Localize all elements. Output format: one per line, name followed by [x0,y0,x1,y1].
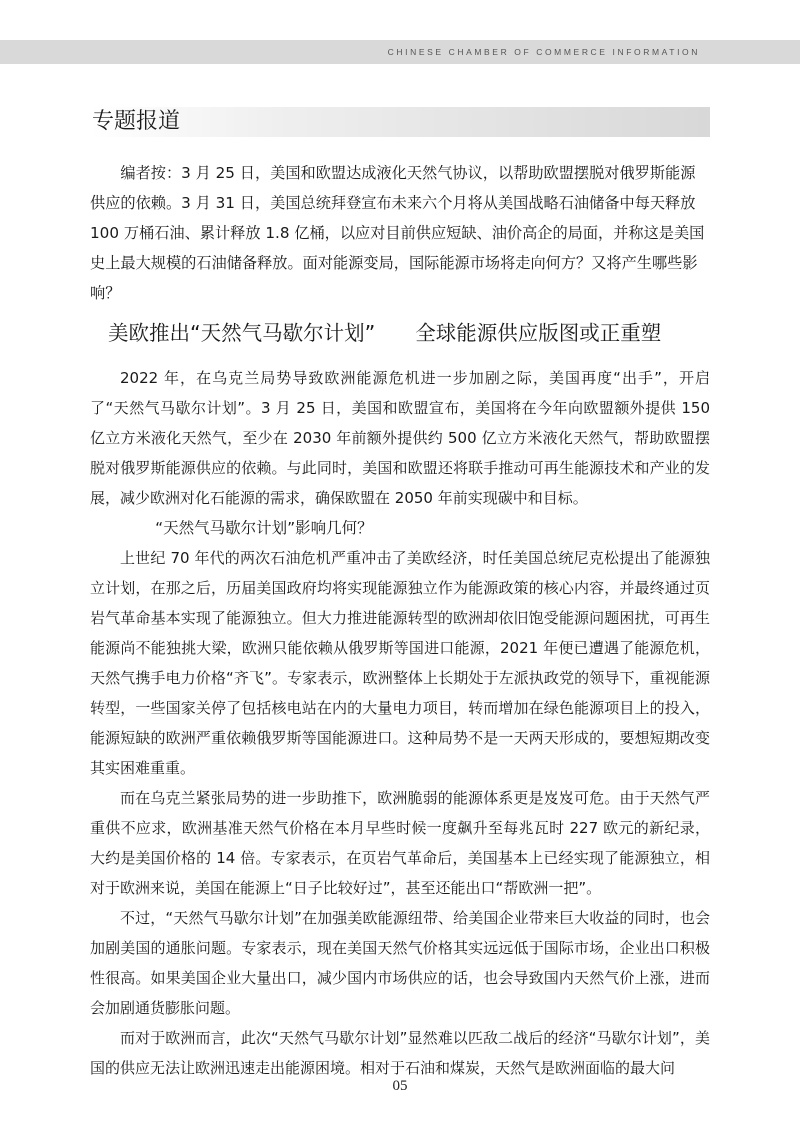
article-body [90,363,710,1083]
editor-note: 编者按：3 月 25 日，美国和欧盟达成液化天然气协议，以帮助欧盟摆脱对俄罗斯能源供应的依赖。3 月 31 日，美国总统拜登宣布未来六个月将从美国战略石油储备中每天释放 100 万桶石油、累计释放 1.8 亿桶，以应对目前供应短缺、油价高企的局面，并称这是美国史上最大规模的石油储备释放。面对能源变局，国际能源市场将走向何方？又将产生哪些影响？ [90,164,705,302]
headline-part-1: 美欧推出“天然气马歇尔计划” [108,321,376,345]
publication-name: CHINESE CHAMBER OF COMMERCE INFORMATION [387,47,700,57]
body-paragraph-1: 2022 年，在乌克兰局势导致欧洲能源危机进一步加剧之际，美国再度“出手”，开启了“天然气马歇尔计划”。3 月 25 日，美国和欧盟宣布，美国将在今年向欧盟额外提供 150 亿立方米液化天然气，至少在 2030 年前额外提供约 500 亿立方米液化天然气，帮助欧盟摆脱对俄罗斯能源供应的依赖。与此同时，美国和欧盟还将联手推动可再生能源技术和产业的发展，减少欧洲对化石能源的需求，确保欧盟在 2050 年前实现碳中和目标。 [90,369,710,507]
body-paragraph-2: 上世纪 70 年代的两次石油危机严重冲击了美欧经济，时任美国总统尼克松提出了能源独立计划，在那之后，历届美国政府均将实现能源独立作为能源政策的核心内容，并最终通过页岩气革命基本实现了能源独立。但大力推进能源转型的欧洲却依旧饱受能源问题困扰，可再生能源尚不能独挑大梁，欧洲只能依赖从俄罗斯等国进口能源，2021 年便已遭遇了能源危机，天然气携手电力价格“齐飞”。专家表示，欧洲整体上长期处于左派执政党的领导下，重视能源转型，一些国家关停了包括核电站在内的大量电力项目，转而增加在绿色能源项目上的投入，能源短缺的欧洲严重依赖俄罗斯等国能源进口。这种局势不是一天两天形成的，要想短期改变其实困难重重。 [90,549,710,777]
body-subheading: “天然气马歇尔计划”影响几何？ [155,519,373,537]
body-paragraph-4: 不过，“天然气马歇尔计划”在加强美欧能源纽带、给美国企业带来巨大收益的同时，也会加剧美国的通胀问题。专家表示，现在美国天然气价格其实远远低于国际市场，企业出口积极性很高。如果美国企业大量出口，减少国内市场供应的话，也会导致国内天然气价上涨，进而会加剧通货膨胀问题。 [90,909,710,1017]
headline-part-2: 全球能源供应版图或正重塑 [415,321,662,345]
section-title: 专题报道 [92,109,181,134]
body-paragraph-5: 而对于欧洲而言，此次“天然气马歇尔计划”显然难以匹敌二战后的经济“马歇尔计划”，美国的供应无法让欧洲迅速走出能源困境。相对于石油和煤炭，天然气是欧洲面临的最大问 [90,1029,710,1077]
page-number: 05 [392,1078,408,1094]
body-paragraph-3: 而在乌克兰紧张局势的进一步助推下，欧洲脆弱的能源体系更是岌岌可危。由于天然气严重供不应求，欧洲基准天然气价格在本月早些时候一度飙升至每兆瓦时 227 欧元的新纪录，大约是美国价格的 14 倍。专家表示，在页岩气革命后，美国基本上已经实现了能源独立，相对于欧洲来说，美国在能源上“日子比较好过”，甚至还能出口“帮欧洲一把”。 [90,789,710,897]
article-headline [108,316,661,350]
section-title-bar [90,107,710,137]
